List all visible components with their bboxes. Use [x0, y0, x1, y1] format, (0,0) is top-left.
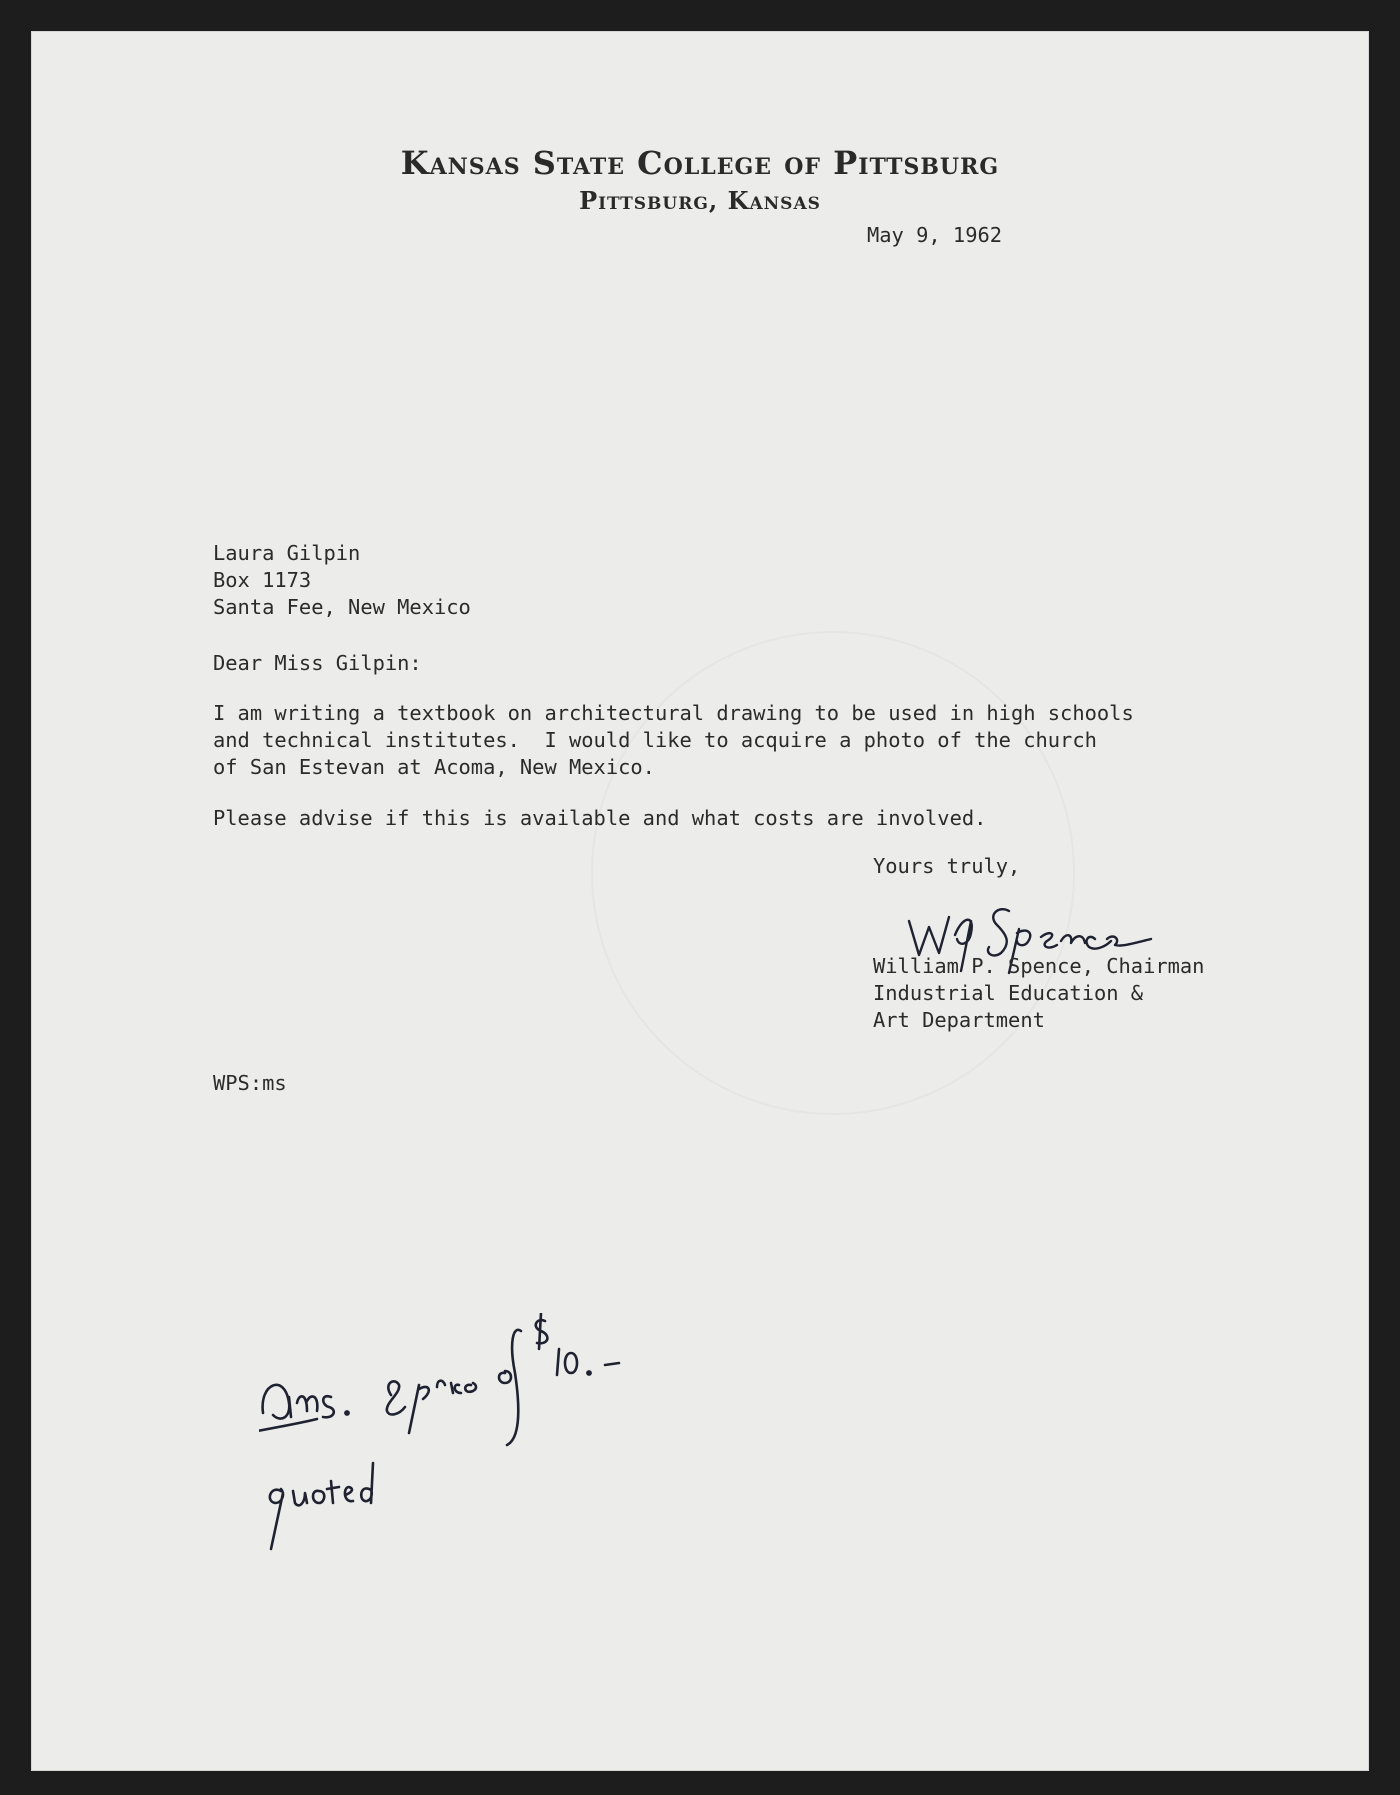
letter-date: May 9, 1962	[867, 223, 1003, 247]
recipient-name: Laura Gilpin	[213, 541, 361, 565]
body-line: and technical institutes. I would like to acquire a photo of the church	[213, 728, 1097, 752]
handwritten-note	[259, 1313, 699, 1563]
closing: Yours truly,	[873, 854, 1021, 878]
typist-initials: WPS:ms	[213, 1071, 287, 1095]
recipient-box: Box 1173	[213, 568, 312, 592]
body-line: I am writing a textbook on architectural drawing to be used in high schools	[213, 701, 1134, 725]
salutation: Dear Miss Gilpin:	[213, 651, 422, 675]
signer-dept-line-2: Art Department	[873, 1008, 1045, 1032]
letter-sheet	[31, 31, 1369, 1771]
signer-name-title: William P. Spence, Chairman	[873, 954, 1205, 978]
recipient-address	[213, 540, 471, 621]
body-paragraph-1	[213, 700, 1134, 781]
signer-dept-line-1: Industrial Education &	[873, 981, 1144, 1005]
letterhead-institution: Kansas State College of Pittsburg	[400, 144, 1000, 182]
body-line: of San Estevan at Acoma, New Mexico.	[213, 755, 655, 779]
body-paragraph-2: Please advise if this is available and what costs are involved.	[213, 806, 987, 830]
letterhead-location: Pittsburg, Kansas	[579, 186, 821, 215]
signer-block	[873, 953, 1204, 1034]
recipient-city: Santa Fee, New Mexico	[213, 595, 471, 619]
